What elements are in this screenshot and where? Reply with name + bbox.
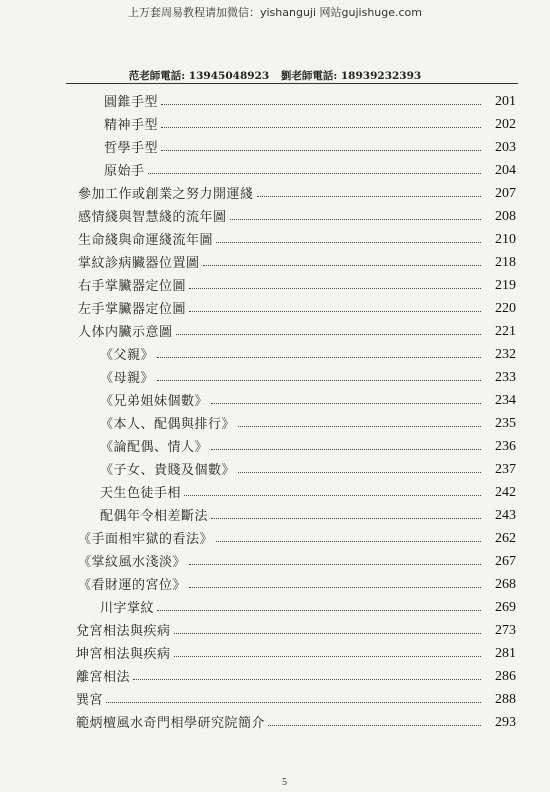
toc-entry-title: 《手面相牢獄的看法》 (78, 532, 214, 547)
toc-entry-title: 原始手 (104, 164, 145, 179)
toc-entry-title: 坤宮相法與疾病 (76, 647, 171, 662)
toc-entry-page: 288 (495, 692, 516, 707)
toc-entry (76, 686, 516, 708)
toc-entry (78, 272, 516, 294)
toc-entry (100, 502, 516, 524)
toc-entry-title: 精神手型 (104, 118, 159, 133)
toc-entry (78, 571, 516, 593)
toc-entry-page: 210 (495, 232, 516, 247)
toc-entry (76, 709, 516, 731)
toc-entry-page: 221 (495, 324, 516, 339)
leader-dots (211, 403, 481, 404)
toc-entry-page: 237 (495, 462, 516, 477)
toc-entry-title: 右手掌臟器定位圖 (78, 279, 187, 294)
toc-entry-title: 《母親》 (100, 371, 155, 386)
leader-dots (161, 104, 481, 105)
toc-entry-page: 281 (495, 646, 516, 661)
toc-entry-title: 感情綫與智慧綫的流年圖 (78, 210, 227, 225)
leader-dots (148, 173, 481, 174)
toc-entry (78, 180, 516, 202)
toc-entry (100, 479, 516, 501)
leader-dots (189, 288, 481, 289)
toc-entry-page: 220 (495, 301, 516, 316)
toc-entry-title: 參加工作或創業之努力開運綫 (78, 187, 254, 202)
phone-right: 劉老師電話: 18939232393 (280, 70, 422, 82)
toc-entry (104, 88, 516, 110)
toc-entry-page: 218 (495, 255, 516, 270)
toc-entry-page: 269 (495, 600, 516, 615)
toc-entry (100, 410, 516, 432)
leader-dots (211, 518, 481, 519)
toc-entry-title: 巽宮 (76, 693, 104, 708)
toc-entry-page: 286 (495, 669, 516, 684)
leader-dots (189, 564, 481, 565)
toc-entry (78, 548, 516, 570)
toc-entry (78, 318, 516, 340)
toc-entry-page: 204 (495, 163, 516, 178)
header-rule (66, 83, 518, 84)
leader-dots (211, 449, 481, 450)
leader-dots (189, 311, 481, 312)
toc-entry (100, 456, 516, 478)
toc-entry-title: 川字掌紋 (100, 601, 155, 616)
leader-dots (106, 702, 481, 703)
toc-entry-title: 天生色徒手相 (100, 486, 182, 501)
toc-entry (78, 295, 516, 317)
toc-entry-title: 離宮相法 (76, 670, 131, 685)
toc-entry (100, 341, 516, 363)
toc-entry-title: 範炳檀風水奇門相學研究院簡介 (76, 716, 266, 731)
toc-entry-page: 293 (495, 715, 516, 730)
leader-dots (174, 656, 481, 657)
page-number: 5 (282, 777, 287, 788)
toc-entry (76, 617, 516, 639)
toc-entry (76, 663, 516, 685)
leader-dots (238, 472, 481, 473)
leader-dots (189, 587, 481, 588)
toc-entry (78, 525, 516, 547)
leader-dots (216, 541, 481, 542)
phone-left: 范老師電話: 13945048923 (128, 70, 270, 82)
leader-dots (230, 219, 481, 220)
toc-entry (100, 387, 516, 409)
toc-entry-page: 236 (495, 439, 516, 454)
toc-entry-page: 207 (495, 186, 516, 201)
toc-entry (104, 111, 516, 133)
toc-entry (78, 249, 516, 271)
toc-entry-page: 201 (495, 94, 516, 109)
toc-entry (100, 364, 516, 386)
toc-entry-page: 234 (495, 393, 516, 408)
leader-dots (157, 357, 481, 358)
toc-entry-page: 232 (495, 347, 516, 362)
toc-entry-page: 267 (495, 554, 516, 569)
toc-entry (104, 157, 516, 179)
leader-dots (161, 127, 481, 128)
leader-dots (184, 495, 481, 496)
toc-entry-page: 203 (495, 140, 516, 155)
toc-entry-page: 233 (495, 370, 516, 385)
toc-entry (78, 203, 516, 225)
leader-dots (174, 633, 481, 634)
leader-dots (161, 150, 481, 151)
toc-entry-title: 哲學手型 (104, 141, 159, 156)
toc-entry-title: 《論配偶、情人》 (100, 440, 209, 455)
leader-dots (238, 426, 481, 427)
leader-dots (157, 380, 481, 381)
toc-entry-page: 202 (495, 117, 516, 132)
toc-entry-page: 268 (495, 577, 516, 592)
toc-entry-page: 243 (495, 508, 516, 523)
toc-entry-title: 掌紋診病臟器位置圖 (78, 256, 200, 271)
banner-text: 上万套周易教程请加微信：yishanguji 网站gujishuge.com (127, 6, 423, 19)
toc-entry-title: 人体内臟示意圖 (78, 325, 173, 340)
toc-entry (104, 134, 516, 156)
toc-entry-title: 生命綫與命運綫流年圖 (78, 233, 214, 248)
toc-entry (76, 640, 516, 662)
toc-entry (100, 594, 516, 616)
toc-entry-page: 219 (495, 278, 516, 293)
leader-dots (216, 242, 481, 243)
leader-dots (203, 265, 481, 266)
leader-dots (257, 196, 481, 197)
toc-entry (100, 433, 516, 455)
toc-entry-title: 配偶年令相差斷法 (100, 509, 209, 524)
toc-entry-title: 《兄弟姐妹個數》 (100, 394, 209, 409)
leader-dots (133, 679, 481, 680)
toc-entry-title: 《掌紋風水淺淡》 (78, 555, 187, 570)
toc-entry-page: 262 (495, 531, 516, 546)
toc-entry-title: 《看財運的宮位》 (78, 578, 187, 593)
toc-entry-page: 208 (495, 209, 516, 224)
leader-dots (157, 610, 481, 611)
toc-entry-title: 圓錐手型 (104, 95, 159, 110)
toc-entry-page: 242 (495, 485, 516, 500)
phone-contacts (0, 68, 550, 83)
toc-entry-title: 左手掌臟器定位圖 (78, 302, 187, 317)
toc-entry-title: 《父親》 (100, 348, 155, 363)
toc-entry-page: 273 (495, 623, 516, 638)
toc-entry-title: 兌宮相法與疾病 (76, 624, 171, 639)
toc-entry-page: 235 (495, 416, 516, 431)
leader-dots (268, 725, 481, 726)
leader-dots (176, 334, 481, 335)
toc-entry-title: 《子女、貴賤及個數》 (100, 463, 236, 478)
toc-entry (78, 226, 516, 248)
toc-entry-title: 《本人、配偶與排行》 (100, 417, 236, 432)
